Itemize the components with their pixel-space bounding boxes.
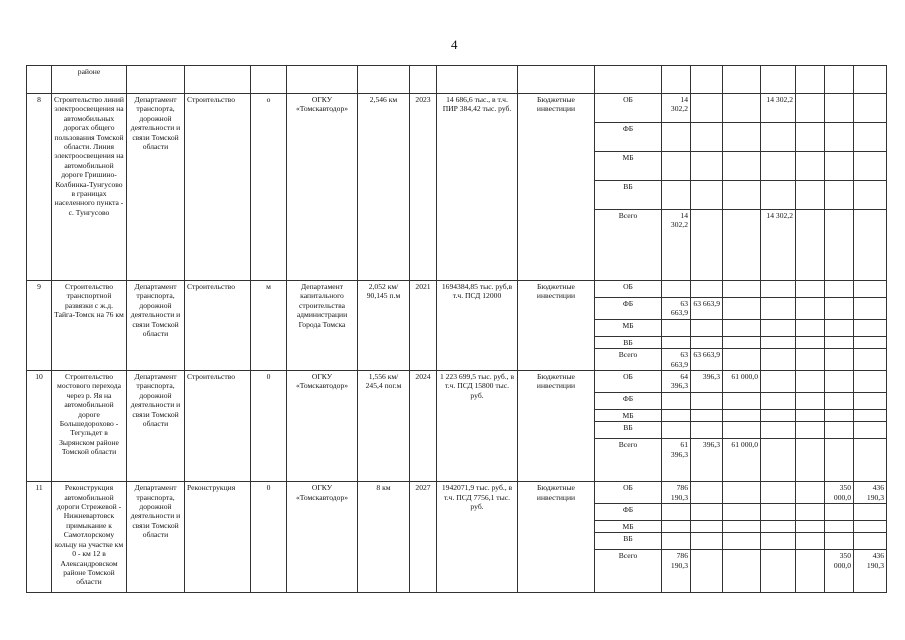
budget-value-cell [723,392,761,409]
budget-value-cell [761,422,796,439]
budget-value-cell: 786 190,3 [662,550,691,593]
budget-value-cell [854,439,887,482]
budget-source-cell: ВБ [595,422,662,439]
budget-value-cell: 61 396,3 [662,439,691,482]
capacity-cell: 2,052 км/ 90,145 п.м [358,281,410,371]
budget-value-cell [761,152,796,181]
budget-value-cell [723,521,761,533]
budget-value-cell [761,319,796,336]
budget-value-cell [796,152,825,181]
empty-cell [662,66,691,94]
budget-value-cell [825,298,854,320]
budget-value-cell [796,533,825,550]
executor-cell: ОГКУ «Томскавтодор» [287,94,358,281]
customer-cell: Департамент транспорта, дорожной деятельности и связи Томской области [127,281,185,371]
budget-source-cell: МБ [595,319,662,336]
budget-value-cell [854,281,887,298]
budget-value-cell: 63 663,9 [662,349,691,371]
budget-value-cell [854,298,887,320]
budget-value-cell [825,152,854,181]
budget-value-cell [662,281,691,298]
budget-source-cell: ОБ [595,281,662,298]
customer-cell: Департамент транспорта, дорожной деятельности и связи Томской области [127,482,185,593]
budget-value-cell [761,298,796,320]
budget-value-cell [761,533,796,550]
capacity-cell: 8 км [358,482,410,593]
budget-value-cell [796,123,825,152]
row-number-cell: 11 [27,482,52,593]
budget-value-cell: 63 663,9 [691,349,723,371]
budget-value-cell: 786 190,3 [662,482,691,504]
empty-cell [410,66,437,94]
empty-cell [127,66,185,94]
budget-value-cell: 396,3 [691,439,723,482]
budget-value-cell [723,210,761,281]
budget-value-cell [796,336,825,348]
budget-value-cell [796,521,825,533]
customer-cell: Департамент транспорта, дорожной деятельности и связи Томской области [127,371,185,482]
budget-value-cell [691,181,723,210]
budget-value-cell [691,336,723,348]
budget-value-cell [854,319,887,336]
financing-form-cell: Бюджетные инвестиции [518,371,595,482]
budget-value-cell [662,422,691,439]
budget-value-cell [761,392,796,409]
budget-value-cell [825,349,854,371]
year-cell: 2023 [410,94,437,281]
budget-value-cell [761,336,796,348]
empty-cell [251,66,287,94]
budget-value-cell [854,521,887,533]
budget-value-cell [761,504,796,521]
table-row [27,281,887,298]
budget-value-cell [691,504,723,521]
executor-cell: Департамент капитального строительства администрации Города Томска [287,281,358,371]
budget-value-cell [723,349,761,371]
cost-cell: 1942071,9 тыс. руб., в т.ч. ПСД 7756,1 тыс. руб. [437,482,518,593]
budget-value-cell [691,521,723,533]
budget-value-cell [662,152,691,181]
budget-value-cell [854,504,887,521]
budget-value-cell [761,439,796,482]
budget-value-cell [662,123,691,152]
budget-source-cell: ВБ [595,336,662,348]
budget-value-cell [796,422,825,439]
budget-value-cell [662,319,691,336]
budget-value-cell [691,409,723,421]
mark-cell: 0 [251,482,287,593]
work-type-cell: Строительство [185,371,251,482]
budget-value-cell [796,409,825,421]
budget-value-cell [825,336,854,348]
budget-value-cell [723,336,761,348]
budget-value-cell [796,319,825,336]
budget-value-cell [691,422,723,439]
budget-source-cell: МБ [595,521,662,533]
empty-cell [723,66,761,94]
budget-value-cell: 63 663,9 [691,298,723,320]
row-number-cell: 10 [27,371,52,482]
financing-form-cell: Бюджетные инвестиции [518,281,595,371]
budget-value-cell [691,210,723,281]
capacity-cell: 2,546 км [358,94,410,281]
budget-value-cell [796,550,825,593]
budget-value-cell [796,94,825,123]
budget-value-cell [691,550,723,593]
budget-source-cell: ОБ [595,371,662,393]
capacity-cell: 1,556 км/ 245,4 пог.м [358,371,410,482]
executor-cell: ОГКУ «Томскавтодор» [287,482,358,593]
budget-value-cell [723,422,761,439]
financing-form-cell: Бюджетные инвестиции [518,482,595,593]
budget-value-cell [691,123,723,152]
budget-value-cell [662,409,691,421]
budget-source-cell: ОБ [595,482,662,504]
row-number-cell: 8 [27,94,52,281]
budget-value-cell [662,392,691,409]
budget-value-cell [691,533,723,550]
project-name-cell: Строительство транспортной развязки с ж.д. Тайга-Томск на 76 км [52,281,127,371]
empty-cell [287,66,358,94]
budget-value-cell [691,392,723,409]
budget-value-cell [761,521,796,533]
budget-value-cell [761,281,796,298]
year-cell: 2021 [410,281,437,371]
budget-value-cell [796,439,825,482]
budget-value-cell [691,482,723,504]
budget-value-cell [662,521,691,533]
budget-value-cell: 350 000,0 [825,482,854,504]
budget-value-cell [825,94,854,123]
budget-value-cell [761,550,796,593]
year-cell: 2024 [410,371,437,482]
work-type-cell: Строительство [185,94,251,281]
budget-value-cell [825,533,854,550]
budget-value-cell [761,482,796,504]
project-name-cell: районе [52,66,127,94]
budget-source-cell: ФБ [595,392,662,409]
budget-source-cell: МБ [595,409,662,421]
budget-value-cell [761,349,796,371]
table-row [27,482,887,504]
budget-value-cell [796,298,825,320]
empty-cell [518,66,595,94]
budget-value-cell: 61 000,0 [723,439,761,482]
empty-cell [796,66,825,94]
budget-value-cell [825,319,854,336]
budget-value-cell [691,281,723,298]
budget-value-cell [691,94,723,123]
budget-value-cell: 436 190,3 [854,550,887,593]
budget-value-cell [723,181,761,210]
budget-value-cell: 14 302,2 [662,94,691,123]
budget-value-cell [825,210,854,281]
budget-source-cell: ВБ [595,533,662,550]
financing-form-cell: Бюджетные инвестиции [518,94,595,281]
cost-cell: 14 686,6 тыс., в т.ч. ПИР 384,42 тыс. руб. [437,94,518,281]
table-row [27,94,887,123]
budget-value-cell [761,181,796,210]
executor-cell: ОГКУ «Томскавтодор» [287,371,358,482]
empty-cell [691,66,723,94]
row-number-cell [27,66,52,94]
budget-value-cell [723,550,761,593]
budget-value-cell [854,409,887,421]
budget-value-cell [723,123,761,152]
budget-source-cell: МБ [595,152,662,181]
budget-value-cell [761,123,796,152]
empty-cell [761,66,796,94]
budget-value-cell [723,281,761,298]
budget-value-cell [796,482,825,504]
budget-value-cell [854,392,887,409]
budget-value-cell [662,533,691,550]
empty-cell [825,66,854,94]
budget-value-cell [854,349,887,371]
cost-cell: 1694384,85 тыс. руб,в т.ч. ПСД 12000 [437,281,518,371]
row-number-cell: 9 [27,281,52,371]
budget-value-cell [723,319,761,336]
budget-source-cell: ВБ [595,181,662,210]
budget-value-cell [662,504,691,521]
budget-value-cell [691,152,723,181]
budget-value-cell [796,392,825,409]
budget-value-cell [723,409,761,421]
budget-value-cell [761,371,796,393]
budget-value-cell [796,504,825,521]
mark-cell: 0 [251,371,287,482]
budget-value-cell [796,281,825,298]
budget-value-cell [691,319,723,336]
budget-value-cell: 350 000,0 [825,550,854,593]
budget-value-cell [723,152,761,181]
budget-value-cell [825,371,854,393]
budget-value-cell [825,422,854,439]
budget-value-cell [662,336,691,348]
budget-value-cell [854,181,887,210]
budget-value-cell [854,336,887,348]
budget-value-cell [825,521,854,533]
work-type-cell: Реконструкция [185,482,251,593]
budget-value-cell: 64 396,3 [662,371,691,393]
budget-value-cell [825,504,854,521]
project-name-cell: Реконструкция автомобильной дороги Стрежевой - Нижневартовск примыкание к Самотлорскому кольцу на участке км 0 - км 12 в Александровском районе Томской области [52,482,127,593]
empty-cell [185,66,251,94]
budget-value-cell [854,371,887,393]
budget-value-cell [825,181,854,210]
budget-value-cell [854,94,887,123]
cost-cell: 1 223 699,5 тыс. руб., в т.ч. ПСД 15800 тыс. руб. [437,371,518,482]
customer-cell: Департамент транспорта, дорожной деятельности и связи Томской области [127,94,185,281]
mark-cell: о [251,94,287,281]
budget-value-cell [761,409,796,421]
budget-value-cell [854,152,887,181]
page-number: 4 [451,37,458,52]
budget-value-cell [796,181,825,210]
project-name-cell: Строительство линий электроосвещения на автомобильных дорогах общего пользования Томской области. Линия электроосвещения на автомобильной дороге Гришино-Колбинка-Тунгусово в границах населенного пункта - с. Тунгусово [52,94,127,281]
year-cell: 2027 [410,482,437,593]
budget-value-cell [662,181,691,210]
budget-source-cell: Всего [595,550,662,593]
budget-source-cell: Всего [595,210,662,281]
budget-value-cell [723,482,761,504]
budget-value-cell [854,123,887,152]
budget-value-cell: 14 302,2 [761,94,796,123]
budget-value-cell [825,439,854,482]
budget-value-cell: 14 302,2 [662,210,691,281]
budget-value-cell [796,371,825,393]
table-row [27,66,887,94]
budget-value-cell [723,504,761,521]
budget-value-cell: 396,3 [691,371,723,393]
budget-value-cell [825,409,854,421]
table-row [27,371,887,393]
budget-value-cell [825,123,854,152]
budget-source-cell: ФБ [595,504,662,521]
budget-source-cell: Всего [595,439,662,482]
budget-value-cell [854,210,887,281]
budget-source-cell: ФБ [595,298,662,320]
budget-value-cell: 14 302,2 [761,210,796,281]
empty-cell [358,66,410,94]
budget-value-cell [825,281,854,298]
empty-cell [854,66,887,94]
budget-source-cell: ОБ [595,94,662,123]
budget-value-cell: 61 000,0 [723,371,761,393]
budget-source-cell: ФБ [595,123,662,152]
budget-source-cell: Всего [595,349,662,371]
work-type-cell: Строительство [185,281,251,371]
budget-value-cell [796,210,825,281]
project-name-cell: Строительство мостового перехода через р. Яя на автомобильной дороге Большедорохово - Тегульдет в Зырянском районе Томской области [52,371,127,482]
budget-value-cell [723,533,761,550]
mark-cell: м [251,281,287,371]
budget-value-cell [825,392,854,409]
budget-value-cell [796,349,825,371]
budget-value-cell [854,422,887,439]
budget-value-cell: 436 190,3 [854,482,887,504]
empty-cell [437,66,518,94]
investment-table [26,65,887,593]
budget-value-cell [854,533,887,550]
budget-value-cell [723,94,761,123]
empty-cell [595,66,662,94]
budget-value-cell: 63 663,9 [662,298,691,320]
budget-value-cell [723,298,761,320]
